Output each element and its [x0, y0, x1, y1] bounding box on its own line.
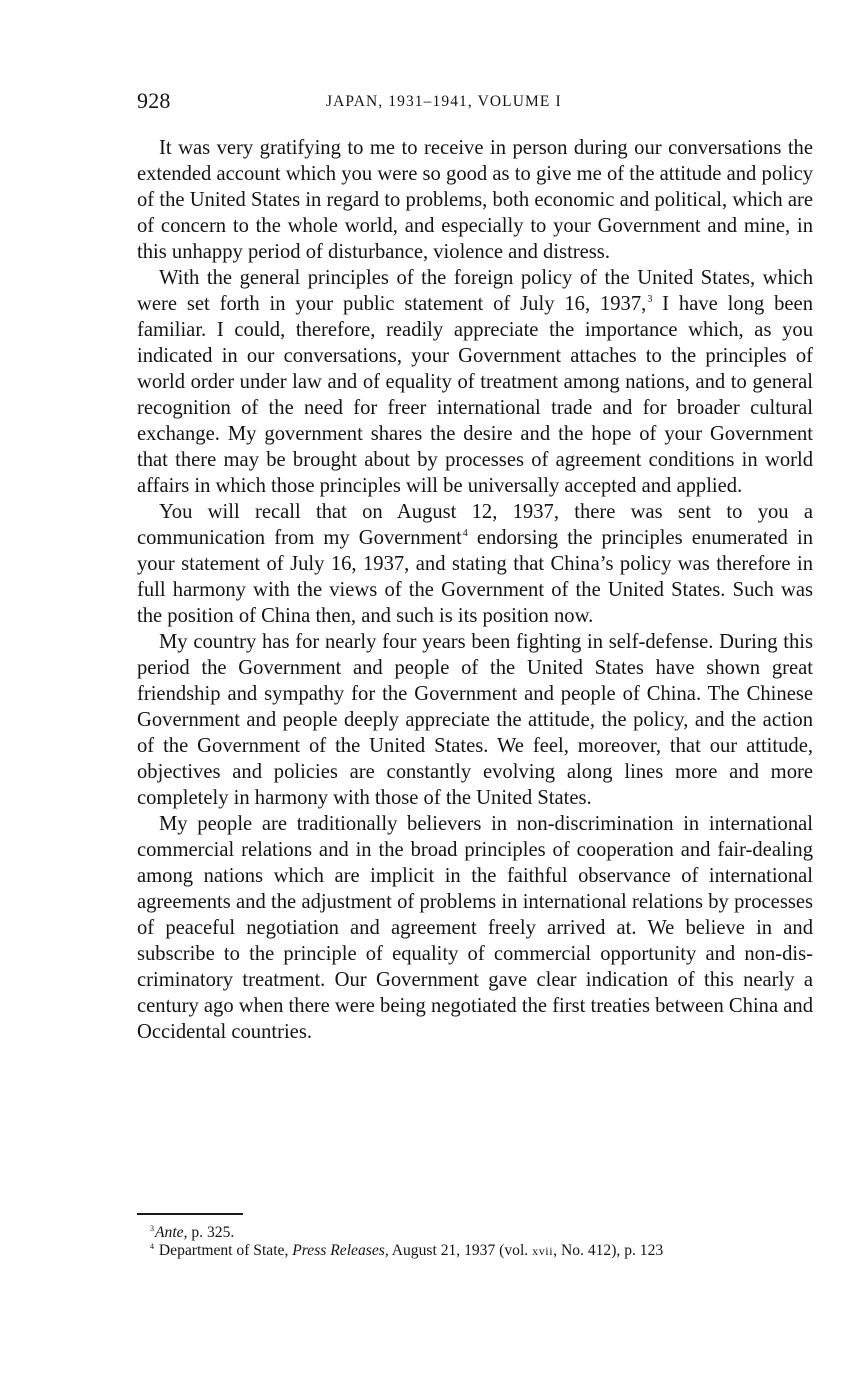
paragraph-text: With the general principles of the foreign policy of the United States, which were set forth in your public statement of July 16, 1937, — [137, 267, 813, 315]
letter-body — [137, 135, 813, 1045]
footnote-marker: 4 — [150, 1242, 154, 1251]
footnote-4 — [150, 1242, 830, 1260]
footnote-ref-4: 4 — [462, 528, 468, 539]
footnote-publication: Press Releases — [292, 1242, 385, 1259]
footnote-text: , p. 325. — [183, 1224, 235, 1241]
paragraph-august-communication — [137, 499, 813, 629]
paragraph-general-principles — [137, 265, 813, 499]
footnote-ref-3: 3 — [647, 294, 653, 305]
footnote-volume: xvii — [532, 1244, 554, 1258]
paragraph-text: I have long been familiar. I could, therefore, readily appreciate the importance which, as you indicated in our conversations, your Government attaches to the principles of world order under law and of equality of treatment among nations, and to general recognition of the need for freer international trade and for broader cultural exchange. My government shares the desire and the hope of your Government that there may be brought about by processes of agreement conditions in world affairs in which those principles will be universally accepted and applied. — [137, 293, 813, 497]
paragraph-text: endorsing the principles enumerated in your statement of July 16, 1937, and stating that China’s policy was therefore in full harmony with the views of the Government of the United States. Such was the position of China then, and such is its position now. — [137, 527, 813, 627]
paragraph-gratitude: It was very gratifying to me to receive in person during our conversations the extended account which you were so good as to give me of the attitude and policy of the United States in regard to problems, both economic and political, which are of concern to the whole world, and especially to your Government and mine, in this unhappy period of disturbance, violence and distress. — [137, 137, 813, 263]
footnote-text: , August 21, 1937 (vol. — [384, 1242, 533, 1259]
running-head: JAPAN, 1931–1941, VOLUME I — [326, 93, 562, 110]
footnote-3 — [150, 1224, 830, 1242]
footnote-source: Ante — [155, 1224, 184, 1241]
paragraph-non-discrimination: My people are traditionally believers in non-discrimination in international commercial relations and in the broad principles of cooperation and fair-dealing among nations which are implicit in the faithful observance of international agreements and the adjustment of problems in international relations by processes of peaceful negotiation and agreement freely arrived at. We believe in and subscribe to the principle of equality of commercial opportunity and non-discriminatory treatment. Our Government gave clear indication of this nearly a century ago when there were being negotiated the first treaties between China and Occidental countries. — [137, 813, 813, 1043]
footnote-divider — [137, 1213, 243, 1215]
footnote-text: , No. 412), p. 123 — [553, 1242, 664, 1259]
footnote-marker: 3 — [150, 1224, 154, 1233]
footnote-text: Department of State, — [155, 1242, 293, 1259]
page-number: 928 — [137, 88, 171, 113]
page-header — [137, 88, 813, 122]
footnotes — [150, 1224, 830, 1260]
paragraph-self-defense: My country has for nearly four years been fighting in self-defense. During this period the Government and people of the United States have shown great friendship and sympathy for the Government and people of China. The Chinese Government and people deeply appreciate the attitude, the policy, and the action of the Government of the United States. We feel, moreover, that our attitude, objectives and policies are constantly evolving along lines more and more completely in harmony with those of the United States. — [137, 631, 813, 809]
paragraph-text: You will recall that on August 12, 1937, there was sent to you a communication from my Government — [137, 501, 813, 549]
